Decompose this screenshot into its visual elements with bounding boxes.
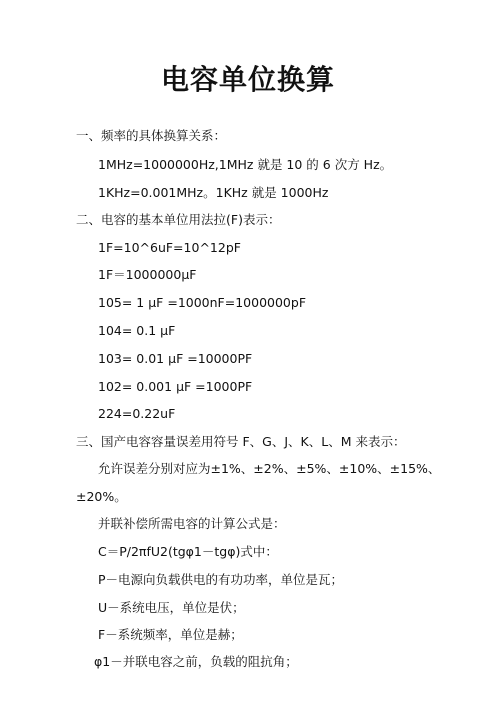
text-line: 允许误差分别对应为±1%、±2%、±5%、±10%、±15%、 — [98, 461, 441, 476]
text-line: φ1－并联电容之前，负载的阻抗角； — [94, 654, 298, 669]
text-line: 102= 0.001 μF =1000PF — [98, 379, 253, 394]
text-line: F－系统频率，单位是赫； — [98, 627, 243, 642]
text-line: 1F=10^6uF=10^12pF — [98, 240, 241, 255]
text-line: 224=0.22uF — [98, 406, 176, 421]
text-line: P－电源向负载供电的有功功率，单位是瓦； — [98, 572, 344, 587]
section-heading-2: 二、电容的基本单位用法拉(F)表示： — [76, 212, 281, 227]
text-line: 105= 1 μF =1000nF=1000000pF — [98, 295, 307, 310]
section-heading-1: 一、频率的具体换算关系： — [76, 128, 227, 143]
text-line-continuation: ±20%。 — [76, 489, 127, 504]
text-line: 104= 0.1 μF — [98, 323, 176, 338]
text-line: U－系统电压，单位是伏； — [98, 600, 245, 615]
document-title: 电容单位换算 — [160, 63, 335, 96]
section-heading-3: 三、国产电容容量误差用符号 F、G、J、K、L、M 来表示： — [76, 434, 406, 449]
text-line: 103= 0.01 μF =10000PF — [98, 351, 253, 366]
formula-line: C＝P/2πfU2(tgφ1－tgφ)式中： — [98, 544, 278, 559]
text-line: 1MHz=1000000Hz,1MHz 就是 10 的 6 次方 Hz。 — [98, 157, 393, 172]
text-line: 并联补偿所需电容的计算公式是： — [98, 516, 286, 531]
text-line: 1KHz=0.001MHz。1KHz 就是 1000Hz — [98, 185, 329, 200]
text-line: 1F＝1000000μF — [98, 267, 197, 282]
